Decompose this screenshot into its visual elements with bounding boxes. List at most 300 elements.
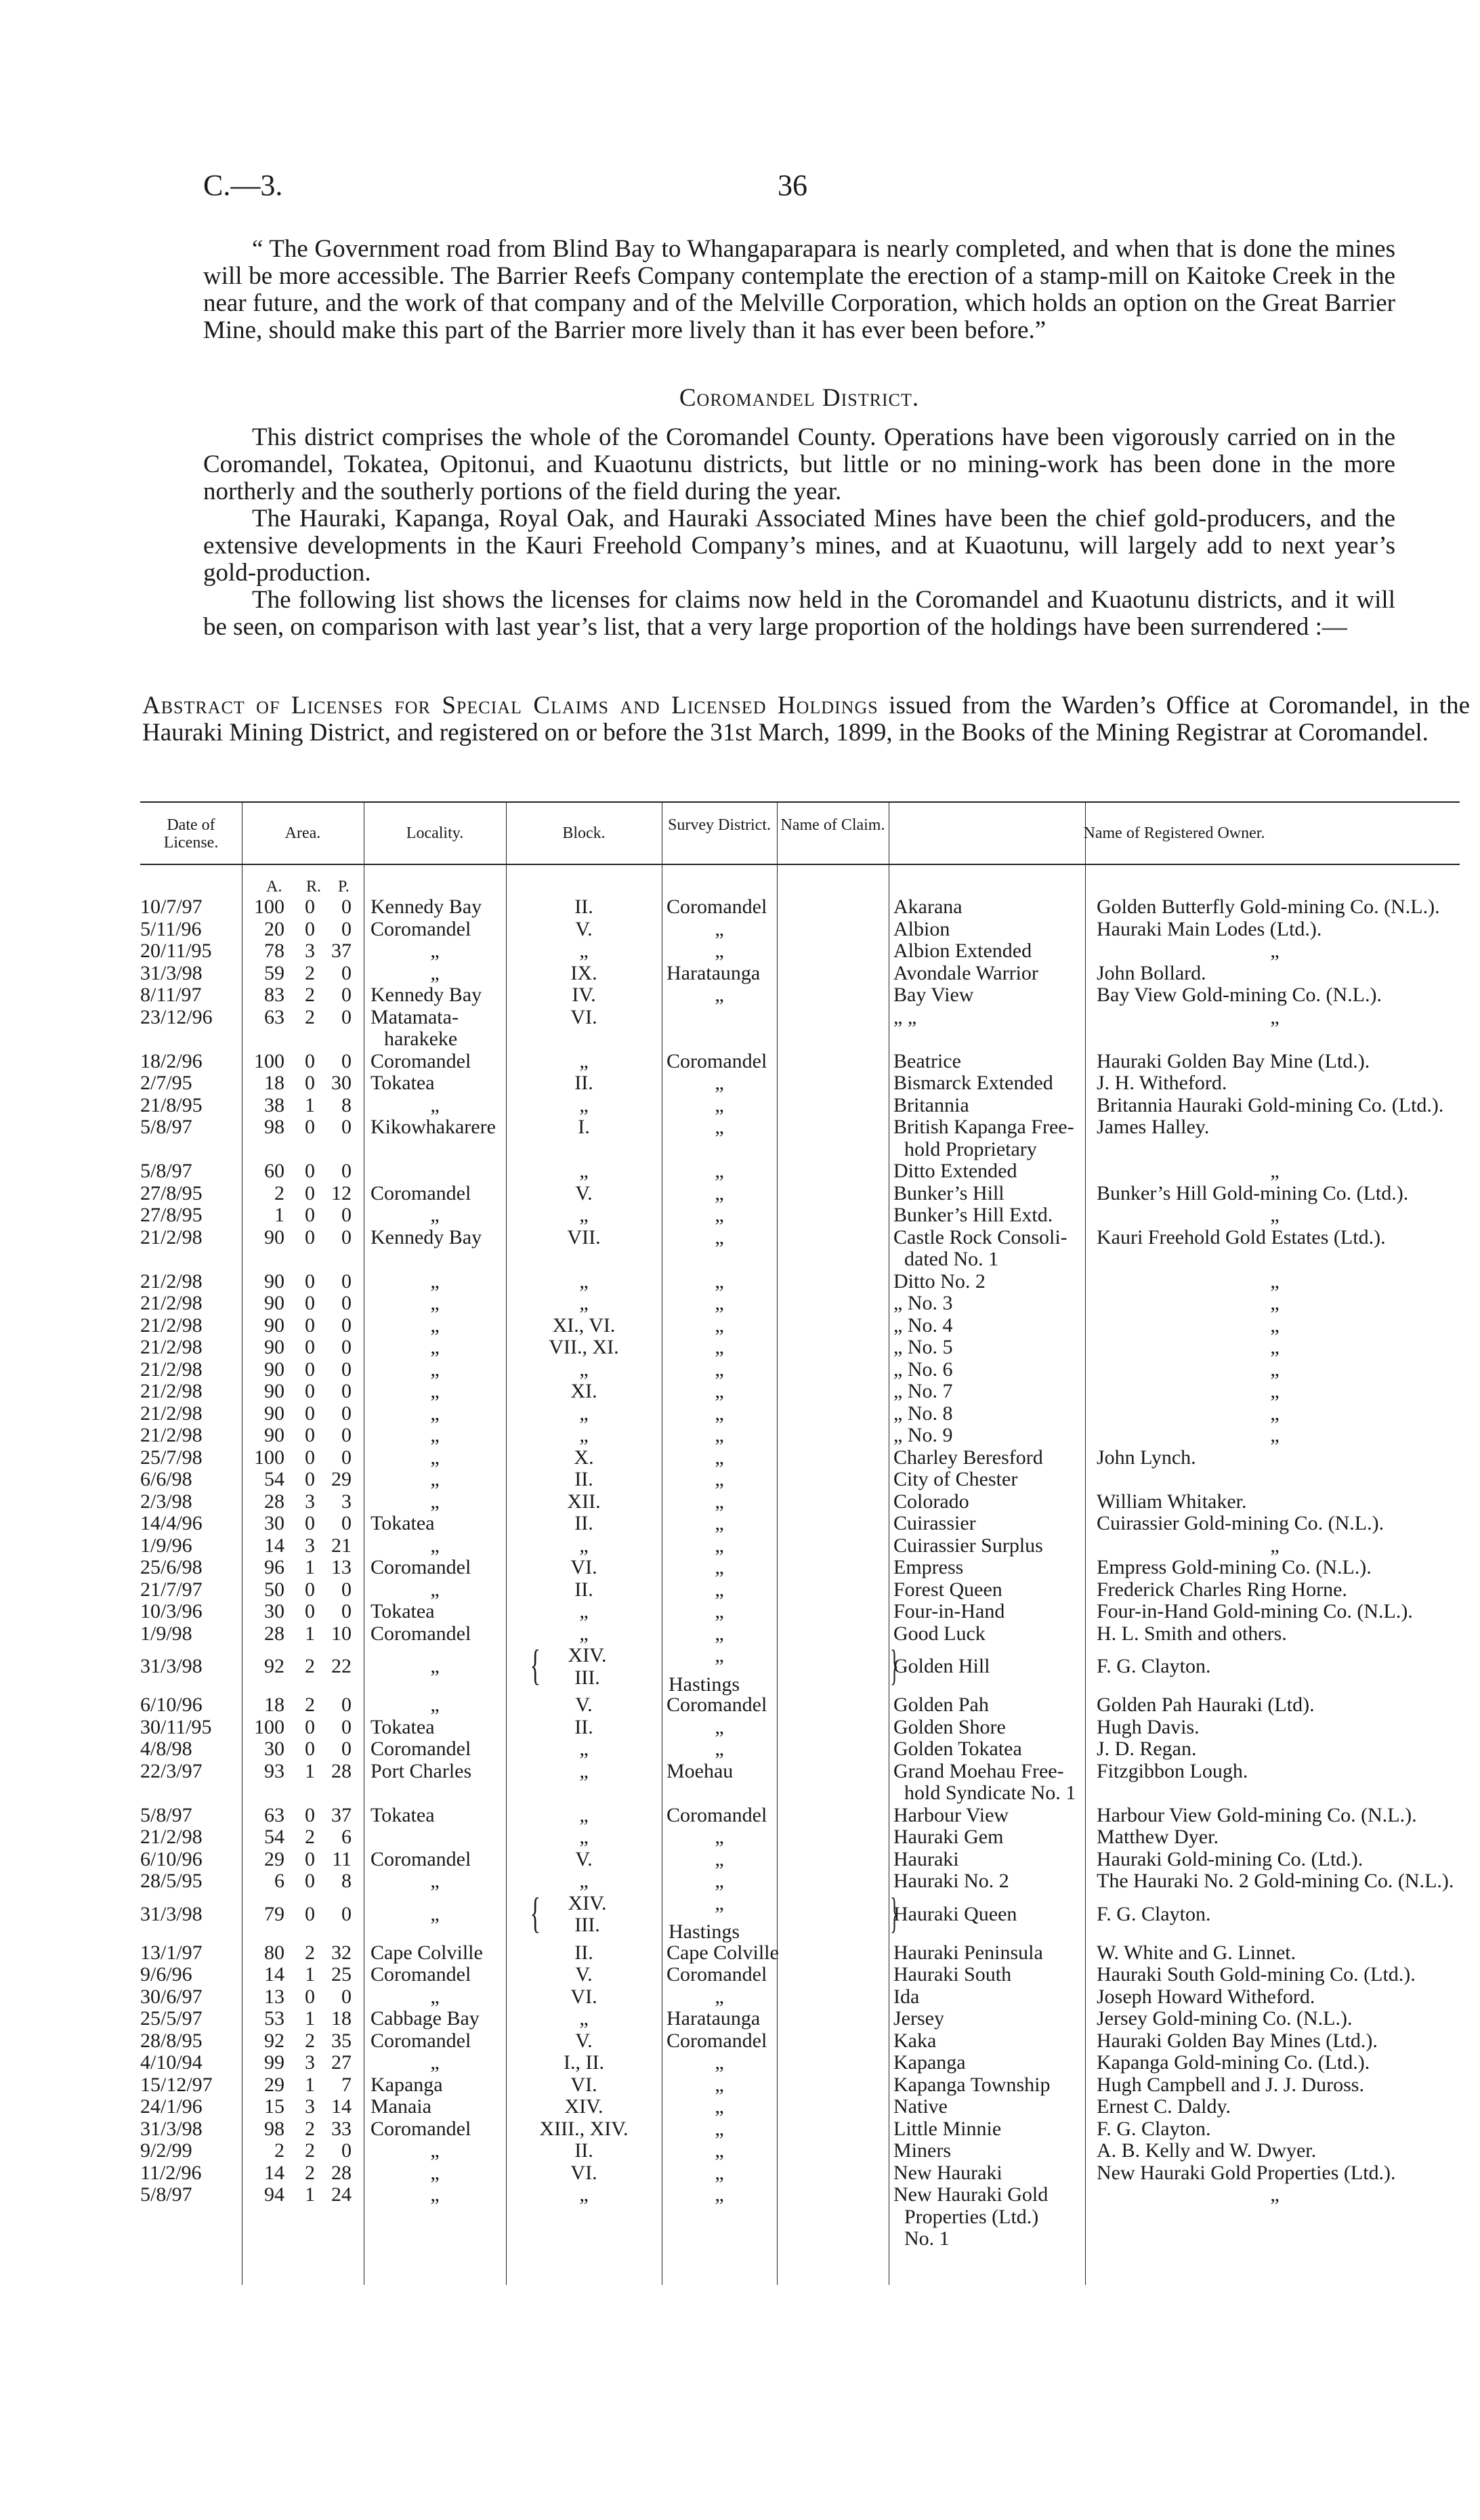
survey-district: Coromandel bbox=[667, 2029, 767, 2052]
area-roods: 0 bbox=[305, 1578, 315, 1601]
registered-owner: „ bbox=[1270, 1269, 1280, 1293]
block: XI., VI. bbox=[552, 1314, 616, 1337]
area-roods: 1 bbox=[305, 1093, 315, 1116]
area-roods: 1 bbox=[305, 2183, 315, 2206]
area-acres: 28 bbox=[264, 1622, 284, 1645]
license-date: 31/3/98 bbox=[140, 961, 203, 984]
locality: Coromandel bbox=[371, 1622, 471, 1645]
area-acres: 94 bbox=[264, 2183, 284, 2206]
table-caption bbox=[142, 692, 1470, 747]
survey-district: „ bbox=[715, 1715, 724, 1738]
area-acres: 30 bbox=[264, 1512, 284, 1534]
block: V. bbox=[575, 917, 593, 940]
registered-owner: Frederick Charles Ring Horne. bbox=[1097, 1578, 1347, 1601]
area-roods: 2 bbox=[305, 1005, 315, 1028]
block: II. bbox=[574, 1072, 593, 1094]
claim-name: Harbour View bbox=[893, 1803, 1009, 1826]
column-header: Locality. bbox=[406, 824, 464, 842]
locality: „ bbox=[430, 1204, 440, 1226]
caption-rest: issued from the Warden’s Office at Coromandel, in the Hauraki Mining District, and registered on or before the 31st March, 1899, in the Books of the Mining Registrar at Coromandel. bbox=[142, 692, 1470, 747]
locality: Kapanga bbox=[371, 2073, 443, 2096]
locality: „ bbox=[430, 2139, 440, 2162]
claim-name: Ditto Extended bbox=[893, 1160, 1017, 1182]
claim-name-cont: hold Syndicate No. 1 bbox=[904, 1782, 1076, 1804]
area-perches: 28 bbox=[331, 2161, 352, 2184]
section-heading: Coromandel District. bbox=[679, 384, 920, 412]
survey-district: „ bbox=[715, 2051, 724, 2074]
registered-owner: „ bbox=[1270, 1314, 1280, 1337]
license-date: 27/8/95 bbox=[140, 1181, 203, 1204]
claim-name: Britannia bbox=[893, 1093, 969, 1116]
locality: „ bbox=[430, 1269, 440, 1293]
area-perches: 11 bbox=[332, 1847, 352, 1870]
survey-district: „ bbox=[715, 1600, 724, 1622]
area-unit-label: R. bbox=[306, 878, 322, 896]
area-perches: 18 bbox=[331, 2007, 352, 2030]
area-acres: 13 bbox=[264, 1985, 284, 2008]
block: VI. bbox=[570, 2073, 597, 2096]
area-perches: 22 bbox=[331, 1655, 352, 1678]
area-roods: 0 bbox=[305, 1424, 315, 1446]
claim-name: City of Chester bbox=[893, 1468, 1018, 1490]
block: „ bbox=[579, 1870, 589, 1892]
area-roods: 1 bbox=[305, 1759, 315, 1782]
area-acres: 28 bbox=[264, 1490, 284, 1513]
survey-district: „ bbox=[715, 1446, 724, 1469]
column-header: Survey District. bbox=[668, 816, 771, 834]
survey-district: „ bbox=[715, 984, 724, 1006]
area-roods: 0 bbox=[305, 1380, 315, 1402]
area-acres: 90 bbox=[264, 1292, 284, 1314]
area-acres: 14 bbox=[264, 1534, 284, 1557]
locality: Tokatea bbox=[371, 1072, 435, 1094]
locality: Tokatea bbox=[371, 1803, 435, 1826]
area-acres: 29 bbox=[264, 1847, 284, 1870]
survey-district: Harataunga bbox=[667, 961, 761, 984]
license-date: 23/12/96 bbox=[140, 1005, 213, 1028]
block: IV. bbox=[572, 984, 596, 1006]
paragraph: This district comprises the whole of the Coromandel County. Operations have been vigorously carried on in the Coromandel, Tokatea, Opitonui, and Kuaotunu districts, but little or no mining-work has been done in the more northerly and the southerly portions of the field during the year. bbox=[203, 423, 1395, 505]
claim-name: Hauraki South bbox=[893, 1963, 1012, 1986]
block: VII. bbox=[567, 1225, 601, 1248]
area-perches: 25 bbox=[331, 1963, 352, 1986]
license-date: 4/8/98 bbox=[140, 1738, 192, 1760]
license-date: 9/2/99 bbox=[140, 2139, 192, 2162]
survey-district: Coromandel bbox=[667, 1049, 767, 1072]
area-roods: 2 bbox=[305, 1655, 315, 1678]
locality: Port Charles bbox=[371, 1759, 472, 1782]
claim-name: „ „ bbox=[893, 1005, 917, 1028]
area-acres: 2 bbox=[274, 1181, 284, 1204]
area-acres: 60 bbox=[264, 1160, 284, 1182]
survey-district: „ bbox=[715, 1424, 724, 1446]
claim-name: Colorado bbox=[893, 1490, 969, 1513]
registered-owner: Britannia Hauraki Gold-mining Co. (Ltd.). bbox=[1097, 1093, 1444, 1116]
area-acres: 20 bbox=[264, 917, 284, 940]
license-date: 21/2/98 bbox=[140, 1402, 203, 1425]
area-perches: 0 bbox=[341, 1358, 352, 1381]
area-perches: 0 bbox=[341, 1005, 352, 1028]
locality: Tokatea bbox=[371, 1600, 435, 1622]
claim-name: Miners bbox=[893, 2139, 951, 2162]
brace: } bbox=[890, 1888, 899, 1937]
area-acres: 78 bbox=[264, 940, 284, 962]
survey-district-cont: Hastings bbox=[669, 1673, 740, 1696]
survey-district: „ bbox=[715, 1870, 724, 1892]
area-roods: 3 bbox=[305, 1490, 315, 1513]
area-roods: 2 bbox=[305, 1941, 315, 1964]
block: II. bbox=[574, 1578, 593, 1601]
locality: „ bbox=[430, 1490, 440, 1513]
brace: } bbox=[890, 1641, 899, 1689]
registered-owner: Hauraki Golden Bay Mine (Ltd.). bbox=[1097, 1049, 1370, 1072]
block: „ bbox=[579, 1049, 589, 1072]
column-rule bbox=[506, 801, 507, 2285]
area-acres: 83 bbox=[264, 984, 284, 1006]
registered-owner: Jersey Gold-mining Co. (N.L.). bbox=[1097, 2007, 1353, 2030]
survey-district: Coromandel bbox=[667, 1963, 767, 1986]
block: XIV. bbox=[564, 2095, 604, 2118]
license-date: 18/2/96 bbox=[140, 1049, 203, 1072]
locality: „ bbox=[430, 1578, 440, 1601]
claim-name-cont: Properties (Ltd.) bbox=[904, 2205, 1039, 2228]
block: „ bbox=[579, 2183, 589, 2206]
registered-owner: Ernest C. Daldy. bbox=[1097, 2095, 1231, 2118]
registered-owner: Joseph Howard Witheford. bbox=[1097, 1985, 1315, 2008]
registered-owner: William Whitaker. bbox=[1097, 1490, 1247, 1513]
locality: Coromandel bbox=[371, 1049, 471, 1072]
locality: Matamata- bbox=[371, 1005, 459, 1028]
block: „ bbox=[579, 940, 589, 962]
area-roods: 2 bbox=[305, 2161, 315, 2184]
survey-district: „ bbox=[715, 1490, 724, 1513]
locality: Kennedy Bay bbox=[371, 984, 482, 1006]
area-roods: 0 bbox=[305, 1358, 315, 1381]
locality: Coromandel bbox=[371, 1963, 471, 1986]
license-date: 13/1/97 bbox=[140, 1941, 203, 1964]
column-rule bbox=[1085, 801, 1086, 2285]
license-date: 4/10/94 bbox=[140, 2051, 203, 2074]
license-date: 30/11/95 bbox=[140, 1715, 212, 1738]
block: II. bbox=[574, 2139, 593, 2162]
survey-district: „ bbox=[715, 1578, 724, 1601]
claim-name: Hauraki bbox=[893, 1847, 959, 1870]
claim-name: „ No. 9 bbox=[893, 1424, 953, 1446]
claim-name: Akarana bbox=[893, 896, 963, 918]
area-perches: 27 bbox=[331, 2051, 352, 2074]
area-perches: 35 bbox=[331, 2029, 352, 2052]
registered-owner: „ bbox=[1270, 1380, 1280, 1402]
block: „ bbox=[579, 1358, 589, 1381]
block: V. bbox=[575, 2029, 593, 2052]
locality: „ bbox=[430, 2183, 440, 2206]
area-perches: 28 bbox=[331, 1759, 352, 1782]
claim-name: Albion bbox=[893, 917, 950, 940]
brace: { bbox=[530, 1888, 541, 1937]
survey-district: „ bbox=[715, 2117, 724, 2140]
registered-owner: Fitzgibbon Lough. bbox=[1097, 1759, 1248, 1782]
area-acres: 98 bbox=[264, 2117, 284, 2140]
registered-owner: Golden Butterfly Gold-mining Co. (N.L.). bbox=[1097, 896, 1440, 918]
area-acres: 98 bbox=[264, 1116, 284, 1138]
registered-owner: „ bbox=[1270, 1424, 1280, 1446]
area-roods: 0 bbox=[305, 1160, 315, 1182]
survey-district: „ bbox=[715, 1512, 724, 1534]
claim-name: Cuirassier Surplus bbox=[893, 1534, 1043, 1557]
area-perches: 0 bbox=[341, 1292, 352, 1314]
area-roods: 0 bbox=[305, 896, 315, 918]
registered-owner: „ bbox=[1270, 1534, 1280, 1557]
quote-paragraph bbox=[203, 236, 1395, 344]
area-acres: 90 bbox=[264, 1358, 284, 1381]
license-date: 22/3/97 bbox=[140, 1759, 203, 1782]
survey-district: „ bbox=[715, 1402, 724, 1425]
claim-name: „ No. 7 bbox=[893, 1380, 953, 1402]
area-perches: 0 bbox=[341, 1578, 352, 1601]
area-roods: 0 bbox=[305, 1468, 315, 1490]
license-date: 5/11/96 bbox=[140, 917, 202, 940]
license-date: 14/4/96 bbox=[140, 1512, 203, 1534]
locality: „ bbox=[430, 1380, 440, 1402]
claim-name: „ No. 3 bbox=[893, 1292, 953, 1314]
registered-owner: F. G. Clayton. bbox=[1097, 2117, 1211, 2140]
locality: Coromandel bbox=[371, 2117, 471, 2140]
area-perches: 0 bbox=[341, 1225, 352, 1248]
block: II. bbox=[574, 896, 593, 918]
registered-owner: Matthew Dyer. bbox=[1097, 1826, 1219, 1848]
area-perches: 21 bbox=[331, 1534, 352, 1557]
license-date: 21/2/98 bbox=[140, 1225, 203, 1248]
area-roods: 0 bbox=[305, 1204, 315, 1226]
area-acres: 92 bbox=[264, 1655, 284, 1678]
license-date: 5/8/97 bbox=[140, 1803, 192, 1826]
registered-owner: „ bbox=[1270, 1402, 1280, 1425]
license-date: 9/6/96 bbox=[140, 1963, 192, 1986]
table-top-rule bbox=[140, 801, 1460, 803]
area-roods: 0 bbox=[305, 1116, 315, 1138]
claim-name: Ditto No. 2 bbox=[893, 1269, 986, 1293]
registered-owner: J. D. Regan. bbox=[1097, 1738, 1197, 1760]
block: VI. bbox=[570, 1005, 597, 1028]
claim-name: Golden Shore bbox=[893, 1715, 1006, 1738]
area-acres: 90 bbox=[264, 1336, 284, 1358]
area-perches: 0 bbox=[341, 1600, 352, 1622]
license-date: 21/2/98 bbox=[140, 1380, 203, 1402]
area-roods: 1 bbox=[305, 2007, 315, 2030]
registered-owner: „ bbox=[1270, 1204, 1280, 1226]
area-perches: 0 bbox=[341, 984, 352, 1006]
survey-district: Coromandel bbox=[667, 896, 767, 918]
claim-name: „ No. 8 bbox=[893, 1402, 953, 1425]
block: II. bbox=[574, 1941, 593, 1964]
survey-district: „ bbox=[715, 2183, 724, 2206]
area-perches: 0 bbox=[341, 1902, 352, 1925]
column-header: Area. bbox=[284, 824, 321, 842]
area-perches: 0 bbox=[341, 1380, 352, 1402]
survey-district: Cape Colville bbox=[667, 1941, 779, 1964]
claim-name: Beatrice bbox=[893, 1049, 961, 1072]
license-date: 21/2/98 bbox=[140, 1269, 203, 1293]
claim-name: Bismarck Extended bbox=[893, 1072, 1053, 1094]
block: XI. bbox=[570, 1380, 597, 1402]
registered-owner: The Hauraki No. 2 Gold-mining Co. (N.L.). bbox=[1097, 1870, 1454, 1892]
claim-name: Good Luck bbox=[893, 1622, 986, 1645]
registered-owner: Hauraki Main Lodes (Ltd.). bbox=[1097, 917, 1322, 940]
block: I., II. bbox=[564, 2051, 604, 2074]
license-date: 15/12/97 bbox=[140, 2073, 213, 2096]
claim-name: Grand Moehau Free- bbox=[893, 1759, 1064, 1782]
license-date: 6/10/96 bbox=[140, 1694, 203, 1716]
locality: Coromandel bbox=[371, 1556, 471, 1578]
area-acres: 90 bbox=[264, 1424, 284, 1446]
claim-name: Hauraki Peninsula bbox=[893, 1941, 1043, 1964]
page-number: 36 bbox=[778, 169, 807, 202]
survey-district: Coromandel bbox=[667, 1694, 767, 1716]
claim-name: Hauraki Gem bbox=[893, 1826, 1004, 1848]
license-date: 28/5/95 bbox=[140, 1870, 203, 1892]
claim-name: „ No. 4 bbox=[893, 1314, 953, 1337]
area-roods: 2 bbox=[305, 961, 315, 984]
block: XIV. bbox=[568, 1891, 607, 1914]
registered-owner: Hauraki Gold-mining Co. (Ltd.). bbox=[1097, 1847, 1363, 1870]
area-roods: 0 bbox=[305, 1181, 315, 1204]
survey-district: „ bbox=[715, 1985, 724, 2008]
survey-district: „ bbox=[715, 1358, 724, 1381]
claim-name: Bunker’s Hill Extd. bbox=[893, 1204, 1053, 1226]
block: VII., XI. bbox=[549, 1336, 619, 1358]
block: „ bbox=[579, 1269, 589, 1293]
area-acres: 6 bbox=[274, 1870, 284, 1892]
license-date: 21/8/95 bbox=[140, 1093, 203, 1116]
block: II. bbox=[574, 1468, 593, 1490]
registered-owner: Empress Gold-mining Co. (N.L.). bbox=[1097, 1556, 1372, 1578]
area-roods: 3 bbox=[305, 1534, 315, 1557]
license-date: 31/3/98 bbox=[140, 1902, 203, 1925]
license-date: 21/2/98 bbox=[140, 1336, 203, 1358]
claim-name: Bay View bbox=[893, 984, 974, 1006]
survey-district: Coromandel bbox=[667, 1803, 767, 1826]
block-cont: III. bbox=[574, 1666, 600, 1689]
claim-name: British Kapanga Free- bbox=[893, 1116, 1074, 1138]
claim-name: Golden Hill bbox=[893, 1655, 990, 1678]
claim-name: New Hauraki Gold bbox=[893, 2183, 1049, 2206]
brace: { bbox=[530, 1641, 541, 1689]
area-perches: 3 bbox=[341, 1490, 352, 1513]
area-roods: 2 bbox=[305, 984, 315, 1006]
claim-name: Hauraki Queen bbox=[893, 1902, 1017, 1925]
area-acres: 100 bbox=[254, 896, 284, 918]
survey-district: „ bbox=[715, 1738, 724, 1760]
locality-cont: harakeke bbox=[384, 1028, 458, 1050]
claim-name: Golden Pah bbox=[893, 1694, 989, 1716]
license-date: 30/6/97 bbox=[140, 1985, 203, 2008]
registered-owner: Hauraki South Gold-mining Co. (Ltd.). bbox=[1097, 1963, 1416, 1986]
block: VI. bbox=[570, 1985, 597, 2008]
registered-owner: Bay View Gold-mining Co. (N.L.). bbox=[1097, 984, 1382, 1006]
area-acres: 14 bbox=[264, 1963, 284, 1986]
claim-name: Kapanga Township bbox=[893, 2073, 1051, 2096]
survey-district: „ bbox=[715, 1314, 724, 1337]
area-roods: 1 bbox=[305, 2073, 315, 2096]
license-date: 10/3/96 bbox=[140, 1600, 203, 1622]
area-acres: 50 bbox=[264, 1578, 284, 1601]
block-cont: III. bbox=[574, 1914, 600, 1936]
area-roods: 0 bbox=[305, 1600, 315, 1622]
claim-name-cont: hold Proprietary bbox=[904, 1137, 1037, 1160]
claim-name: Native bbox=[893, 2095, 948, 2118]
paragraph: The following list shows the licenses for claims now held in the Coromandel and Kuaotunu districts, and it will be seen, on comparison with last year’s list, that a very large proportion of the holdings have been surrendered :— bbox=[203, 586, 1395, 641]
claim-name: Castle Rock Consoli- bbox=[893, 1225, 1067, 1248]
locality: „ bbox=[430, 1424, 440, 1446]
license-date: 24/1/96 bbox=[140, 2095, 203, 2118]
registered-owner: „ bbox=[1270, 940, 1280, 962]
area-perches: 13 bbox=[331, 1556, 352, 1578]
block: „ bbox=[579, 1424, 589, 1446]
area-acres: 15 bbox=[264, 2095, 284, 2118]
locality: Cabbage Bay bbox=[371, 2007, 480, 2030]
block: VI. bbox=[570, 1556, 597, 1578]
locality: „ bbox=[430, 1902, 440, 1925]
survey-district: „ bbox=[715, 1534, 724, 1557]
area-perches: 8 bbox=[341, 1870, 352, 1892]
survey-district: „ bbox=[715, 1225, 724, 1248]
area-acres: 53 bbox=[264, 2007, 284, 2030]
locality: Tokatea bbox=[371, 1715, 435, 1738]
block: „ bbox=[579, 1402, 589, 1425]
claim-name: Jersey bbox=[893, 2007, 944, 2030]
locality: „ bbox=[430, 940, 440, 962]
claim-name: Kapanga bbox=[893, 2051, 966, 2074]
area-acres: 92 bbox=[264, 2029, 284, 2052]
license-date: 21/2/98 bbox=[140, 1424, 203, 1446]
block: I. bbox=[578, 1116, 590, 1138]
registered-owner: Bunker’s Hill Gold-mining Co. (Ltd.). bbox=[1097, 1181, 1409, 1204]
license-date: 20/11/95 bbox=[140, 940, 212, 962]
license-date: 2/7/95 bbox=[140, 1072, 192, 1094]
claim-name: New Hauraki bbox=[893, 2161, 1002, 2184]
area-acres: 30 bbox=[264, 1600, 284, 1622]
license-date: 31/3/98 bbox=[140, 2117, 203, 2140]
license-date: 28/8/95 bbox=[140, 2029, 203, 2052]
area-roods: 1 bbox=[305, 1622, 315, 1645]
area-perches: 0 bbox=[341, 917, 352, 940]
area-roods: 0 bbox=[305, 1072, 315, 1094]
registered-owner: Kauri Freehold Gold Estates (Ltd.). bbox=[1097, 1225, 1386, 1248]
area-roods: 0 bbox=[305, 1314, 315, 1337]
locality: Cape Colville bbox=[371, 1941, 483, 1964]
registered-owner: A. B. Kelly and W. Dwyer. bbox=[1097, 2139, 1317, 2162]
block: „ bbox=[579, 1738, 589, 1760]
block: X. bbox=[574, 1446, 594, 1469]
locality: „ bbox=[430, 1870, 440, 1892]
license-date: 21/2/98 bbox=[140, 1314, 203, 1337]
license-date: 1/9/96 bbox=[140, 1534, 192, 1557]
column-rule bbox=[777, 801, 778, 2285]
block: „ bbox=[579, 1204, 589, 1226]
area-roods: 0 bbox=[305, 1870, 315, 1892]
area-perches: 0 bbox=[341, 1985, 352, 2008]
area-roods: 2 bbox=[305, 1826, 315, 1848]
area-acres: 99 bbox=[264, 2051, 284, 2074]
locality: Coromandel bbox=[371, 2029, 471, 2052]
area-perches: 0 bbox=[341, 1049, 352, 1072]
locality: „ bbox=[430, 1314, 440, 1337]
survey-district: „ bbox=[715, 1826, 724, 1848]
area-perches: 0 bbox=[341, 1424, 352, 1446]
survey-district: „ bbox=[715, 2095, 724, 2118]
survey-district: „ bbox=[715, 1093, 724, 1116]
area-perches: 0 bbox=[341, 1715, 352, 1738]
